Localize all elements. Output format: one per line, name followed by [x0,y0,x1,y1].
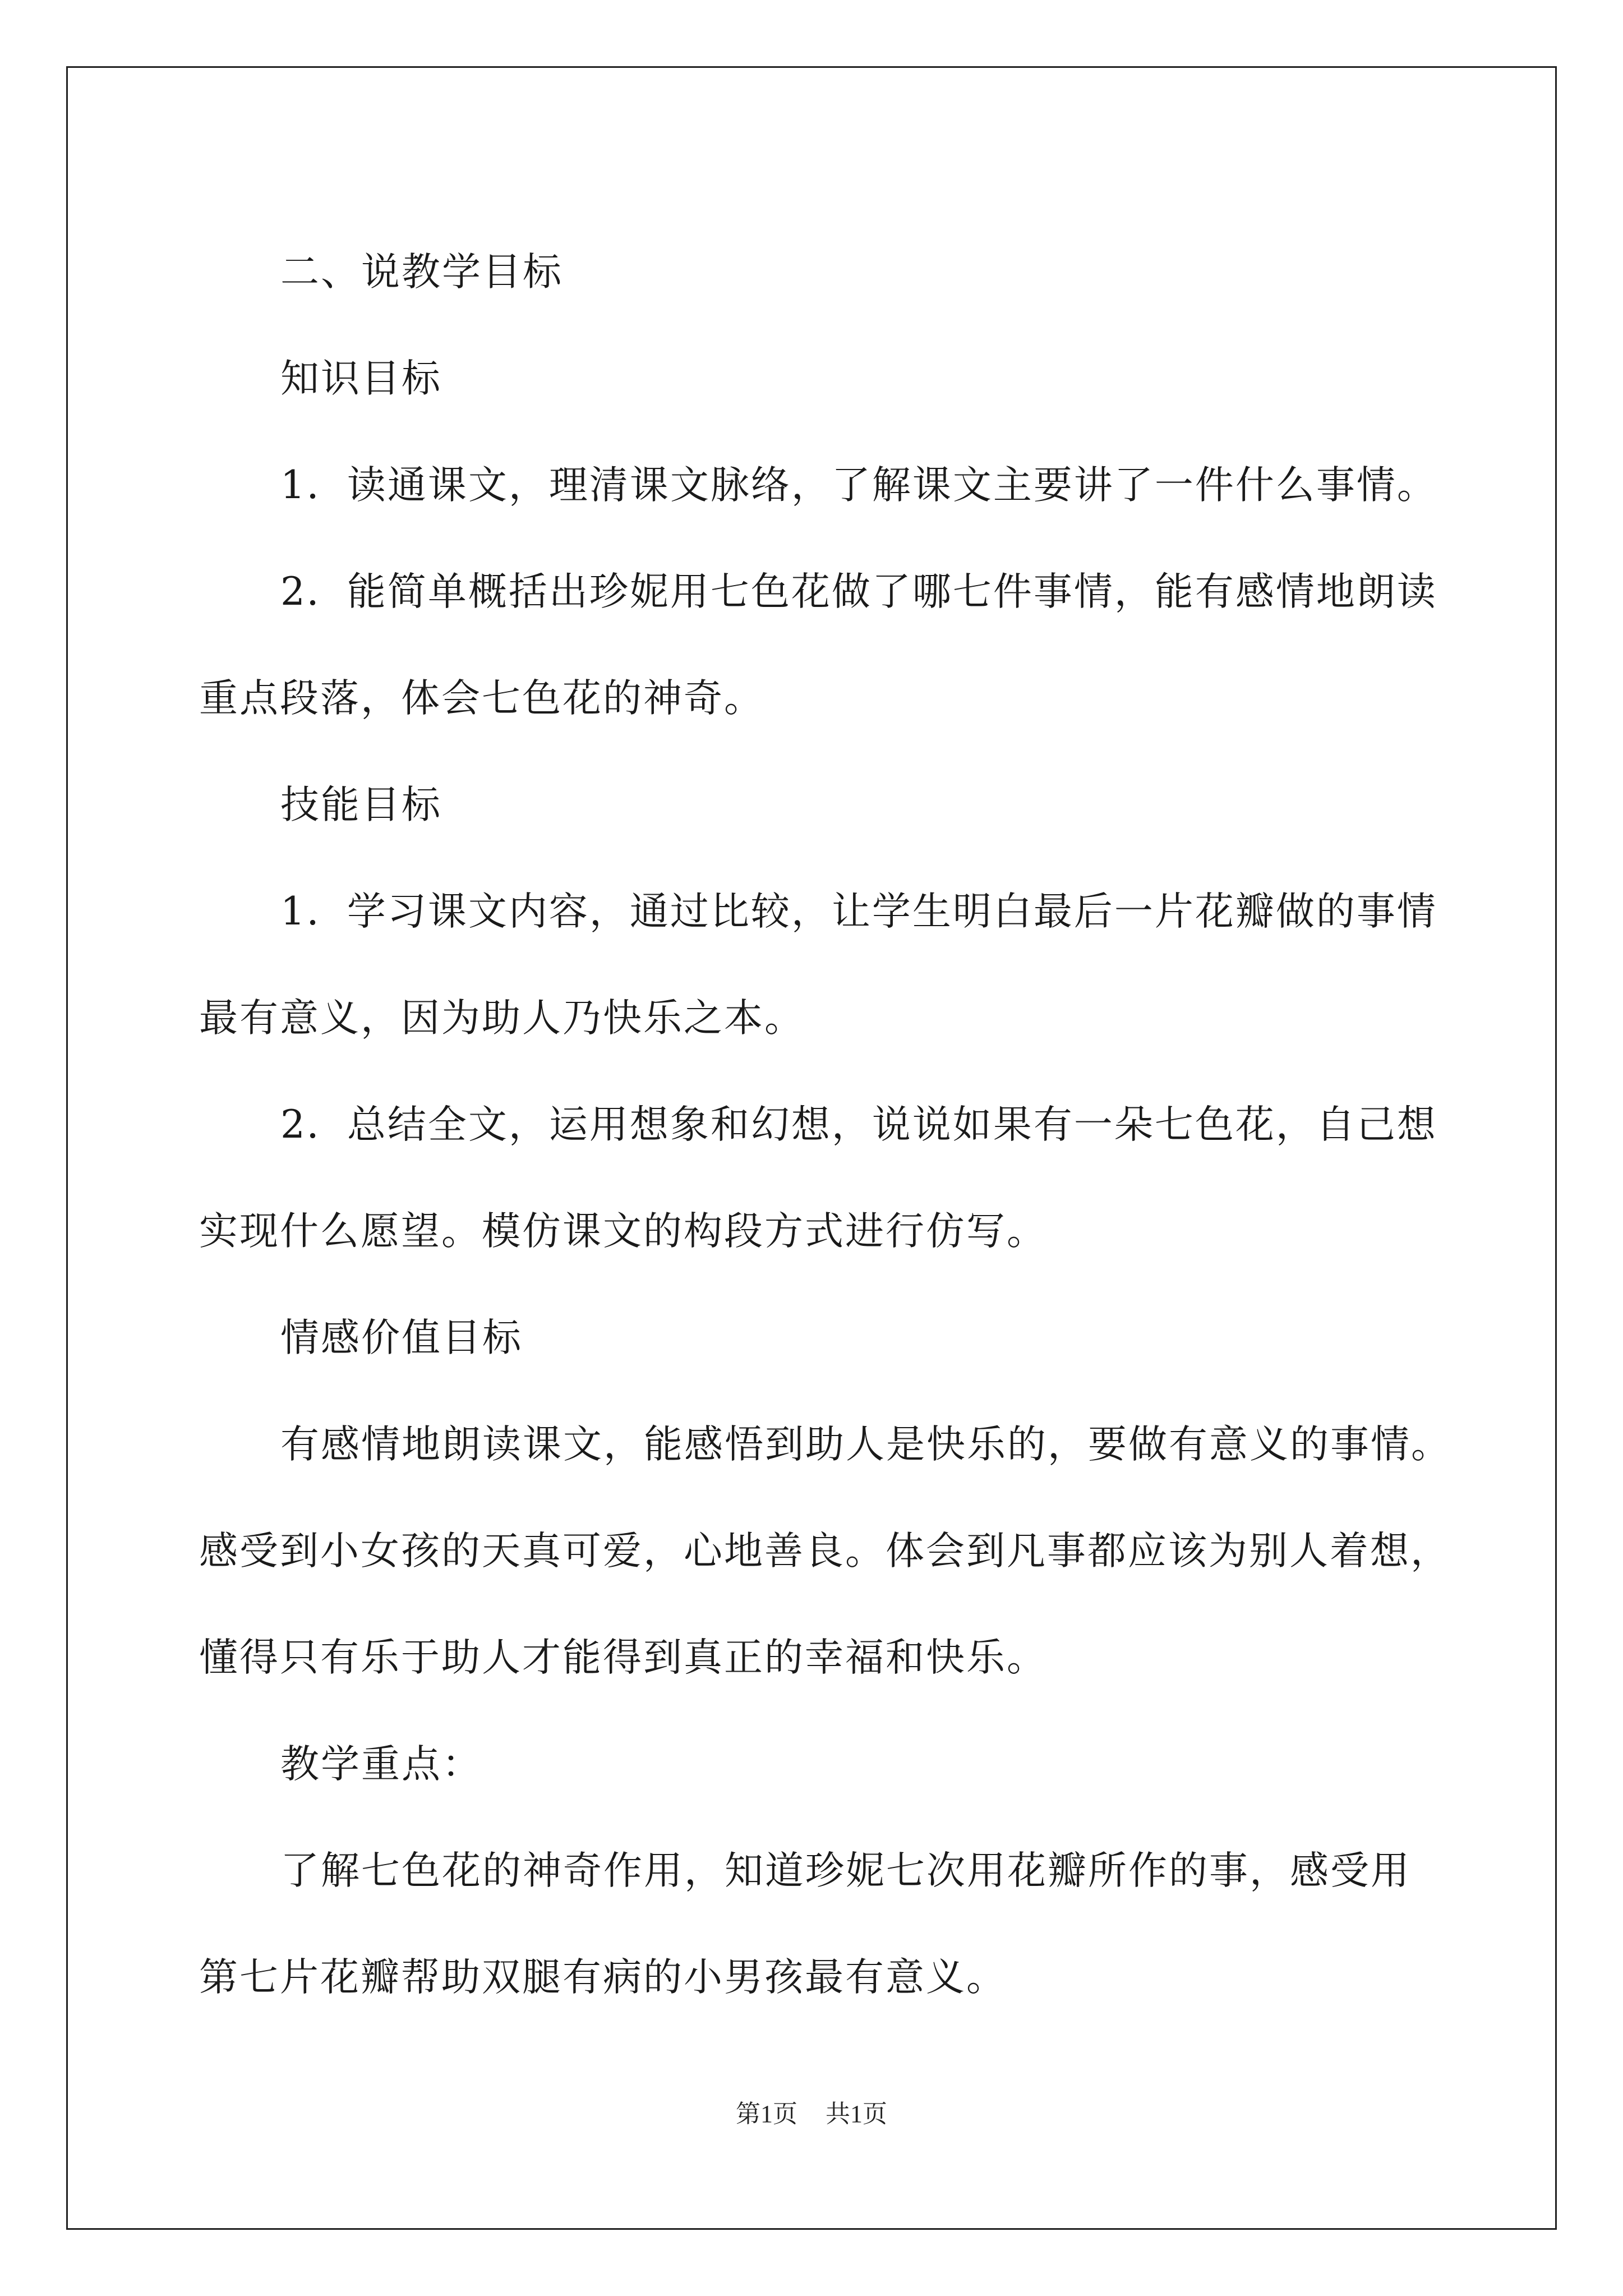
page-total: 共1页 [826,2100,887,2128]
subheading-skill-goals: 技能目标 [280,783,442,827]
paragraph-line: 1．学习课文内容，通过比较，让学生明白最后一片花瓣做的事情 [280,889,1437,934]
paragraph-line: 实现什么愿望。模仿课文的构段方式进行仿写。 [199,1209,1047,1254]
paragraph-line: 2．总结全文，运用想象和幻想，说说如果有一朵七色花，自己想 [280,1102,1437,1147]
document-body [199,219,1451,2031]
subheading-emotional-goals: 情感价值目标 [280,1315,523,1360]
page-footer [0,2093,1623,2129]
section-heading: 二、说教学目标 [280,250,563,295]
paragraph-line: 1．读通课文，理清课文脉络，了解课文主要讲了一件什么事情。 [280,463,1437,508]
subheading-teaching-focus: 教学重点： [280,1742,482,1787]
paragraph-line: 重点段落，体会七色花的神奇。 [199,676,764,721]
paragraph-line: 有感情地朗读课文，能感悟到助人是快乐的，要做有意义的事情。 [280,1422,1451,1467]
paragraph-line: 最有意义，因为助人乃快乐之本。 [199,996,805,1041]
subheading-knowledge-goals: 知识目标 [280,356,442,401]
paragraph-line: 了解七色花的神奇作用，知道珍妮七次用花瓣所作的事，感受用 [280,1848,1411,1893]
paragraph-line: 懂得只有乐于助人才能得到真正的幸福和快乐。 [199,1635,1047,1680]
paragraph-line: 感受到小女孩的天真可爱，心地善良。体会到凡事都应该为别人着想， [199,1529,1451,1573]
paragraph-line: 2．能简单概括出珍妮用七色花做了哪七件事情，能有感情地朗读 [280,569,1437,614]
page-number: 第1页 [736,2100,797,2128]
paragraph-line: 第七片花瓣帮助双腿有病的小男孩最有意义。 [199,1955,1007,2000]
